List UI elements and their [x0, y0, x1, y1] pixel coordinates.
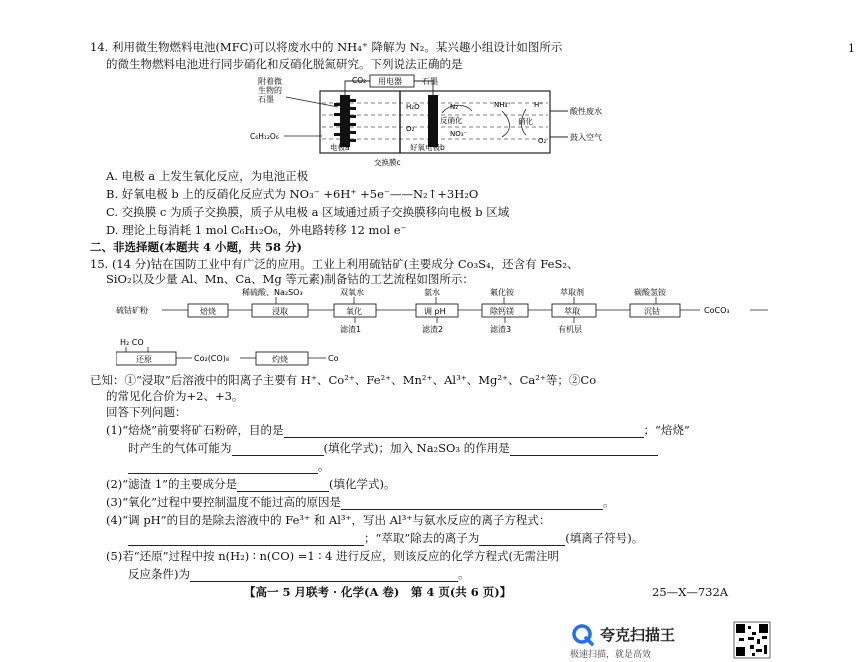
scanner-slogan: 极速扫描，就是高效	[570, 650, 652, 660]
reagent-1: 稀硫酸、Na₂SO₃	[242, 288, 303, 297]
nitrify-label: 硝化	[518, 117, 533, 126]
q15-line1: 15. (14 分)钴在国防工业中有广泛的应用。工业上利用硫钴矿(主要成分 Co₃S₄，还含有 FeS₂、	[90, 257, 579, 271]
sub1-text-a: (1)“焙烧”前要将矿石粉碎，目的是	[106, 423, 284, 437]
sub3-text-a: (3)“氧化”过程中要控制温度不能过高的原因是	[106, 495, 342, 509]
co2-label: CO₂	[352, 76, 367, 85]
footer-center: 【高一 5 月联考 · 化学(A 卷) 第 4 页(共 6 页)】	[244, 585, 512, 599]
q15-sub4-line2	[128, 531, 643, 546]
reagent-5: 萃取剂	[560, 288, 584, 297]
q15-sub1-line2	[128, 441, 658, 456]
end-product: CoCO₃	[704, 306, 730, 315]
reagent-2: 双氧水	[340, 288, 364, 297]
row2-reagents: H₂ CO	[120, 338, 144, 347]
attached-microbe-label-3: 石墨	[258, 95, 274, 104]
section-heading: 二、非选择题(本题共 4 小题，共 58 分)	[90, 240, 302, 254]
sub4-text-b: ；“萃取”除去的离子为	[364, 531, 480, 545]
q14-option-d: D. 理论上每消耗 1 mol C₆H₁₂O₆，外电路转移 12 mol e⁻	[106, 223, 407, 237]
q15-sub1-line3	[128, 459, 330, 474]
sub5-text-b: 反应条件)为	[128, 567, 190, 581]
waste-organic: 有机层	[558, 325, 582, 334]
answer-blank-1d[interactable]	[128, 461, 318, 474]
step-leach: 浸取	[272, 307, 288, 316]
attached-microbe-label-2: 生物的	[258, 86, 282, 95]
step-oxidize: 氧化	[346, 307, 362, 316]
sub2-text-a: (2)“滤渣 1”的主要成分是	[106, 477, 238, 491]
process-flow-main	[116, 286, 796, 334]
q15-known-2: 的常见化合价为+2、+3。	[106, 389, 244, 403]
waste-3: 滤渣3	[490, 325, 512, 334]
waste-1: 滤渣1	[340, 325, 362, 334]
sub2-text-b: (填化学式)。	[329, 477, 396, 491]
blow-air-label: 鼓入空气	[570, 133, 602, 142]
n2-label: N₂	[450, 103, 459, 111]
sub1-text-d: (填化学式)；加入 Na₂SO₃ 的作用是	[323, 441, 510, 455]
q15-sub2	[106, 477, 396, 492]
q14-line2: 的微生物燃料电池进行同步硝化和反硝化脱氮研究。下列说法正确的是	[106, 57, 463, 71]
membrane-label: 交换膜c	[374, 158, 401, 167]
step-burn: 灼烧	[272, 355, 288, 364]
step-remove-ca-mg: 除钙镁	[490, 307, 514, 316]
graphite-label: 石墨	[422, 77, 438, 86]
o2-right-label: O₂	[538, 137, 547, 145]
q14-option-a: A. 电极 a 上发生氧化反应，为电池正极	[106, 169, 309, 183]
q15-line2: SiO₂以及少量 Al、Mn、Ca、Mg 等元素)制备钴的工艺流程如图所示：	[106, 272, 474, 286]
q15-prompt: 回答下列问题：	[106, 405, 187, 419]
step-extract: 萃取	[564, 307, 580, 316]
q15-sub4-line1: (4)“调 pH”的目的是除去溶液中的 Fe³⁺ 和 Al³⁺，写出 Al³⁺与氨水反应的离子方程式：	[106, 513, 551, 527]
acid-water-label: 酸性废水	[570, 107, 602, 116]
electrode-b	[428, 95, 438, 147]
nh4-label: NH₄⁺	[494, 101, 512, 109]
waste-2: 滤渣2	[422, 325, 444, 334]
electrode-a-label: 电极a	[330, 143, 350, 152]
answer-blank-4b[interactable]	[479, 533, 565, 546]
scanner-brand: 夸克扫描王	[600, 626, 676, 644]
reagent-3: 氨水	[424, 288, 440, 297]
page-number: 1	[848, 42, 855, 55]
step-precipitate: 沉钴	[644, 307, 660, 316]
answer-blank-2[interactable]	[237, 479, 329, 492]
process-flow-row2	[116, 336, 376, 370]
o2-inner-label: O₂	[406, 125, 415, 133]
answer-blank-4a[interactable]	[128, 533, 364, 546]
denitrify-label: 反硝化	[440, 116, 463, 125]
sub1-text-e: 。	[318, 459, 330, 473]
answer-blank-1b[interactable]	[232, 443, 324, 456]
answer-blank-1a[interactable]	[284, 425, 644, 438]
q15-sub1-line1	[106, 423, 690, 438]
answer-blank-1c[interactable]	[510, 443, 658, 456]
answer-blank-3[interactable]	[341, 497, 603, 510]
step-roast: 焙烧	[200, 307, 216, 316]
qr-code-icon	[734, 622, 770, 658]
step-reduce: 还原	[136, 355, 152, 364]
sub3-text-b: 。	[603, 495, 615, 509]
footer-code: 25—X—732A	[652, 585, 729, 599]
reagent-4: 氟化铵	[490, 288, 514, 297]
q14-option-c: C. 交换膜 c 为质子交换膜，质子从电极 a 区域通过质子交换膜移向电极 b 区域	[106, 205, 510, 219]
attached-microbe-label-1: 附着微	[258, 77, 282, 86]
sub1-text-b: ；“焙烧”	[643, 423, 690, 437]
scanner-watermark	[566, 620, 806, 660]
mfc-diagram	[250, 73, 620, 168]
q14-option-b: B. 好氧电极 b 上的反硝化反应式为 NO₃⁻ +6H⁺ +5e⁻——N₂↑+3H₂O	[106, 187, 479, 201]
quark-logo-icon	[574, 626, 592, 644]
h2o-label: H₂O	[406, 103, 420, 111]
step-adjust-ph: 调 pH	[424, 307, 446, 316]
start-material: 硫钴矿粉	[116, 306, 148, 315]
appliance-label: 用电器	[378, 77, 402, 86]
q15-known-1: 已知：①“浸取”后溶液中的阳离子主要有 H⁺、Co²⁺、Fe²⁺、Mn²⁺、Al³⁺、Mg²⁺、Ca²⁺等；②Co	[90, 373, 597, 387]
reagent-6: 碳酸氢铵	[634, 288, 666, 297]
row2-intermediate: Co₂(CO)₈	[194, 354, 230, 363]
q14-line1: 14. 利用微生物燃料电池(MFC)可以将废水中的 NH₄⁺ 降解为 N₂。某兴趣小组设计如图所示	[90, 40, 563, 54]
sub1-text-c: 时产生的气体可能为	[128, 441, 232, 455]
q15-sub5-line1: (5)若“还原”过程中按 n(H₂) ∶ n(CO) =1 ∶ 4 进行反应，则该反应的化学方程式(无需注明	[106, 549, 560, 563]
q15-sub3	[106, 495, 615, 510]
electrode-b-label: 好氧电极b	[410, 143, 445, 152]
sub4-text-c: (填离子符号)。	[565, 531, 644, 545]
q15-sub5-line2	[128, 567, 470, 582]
sub5-text-c: 。	[458, 567, 470, 581]
hplus-label: H⁺	[534, 101, 543, 109]
row2-product: Co	[328, 354, 339, 363]
glucose-label: C₆H₁₂O₆	[250, 132, 279, 141]
no3-label: NO₃⁻	[450, 130, 468, 138]
electrode-a	[340, 95, 350, 147]
answer-blank-5[interactable]	[190, 569, 458, 582]
